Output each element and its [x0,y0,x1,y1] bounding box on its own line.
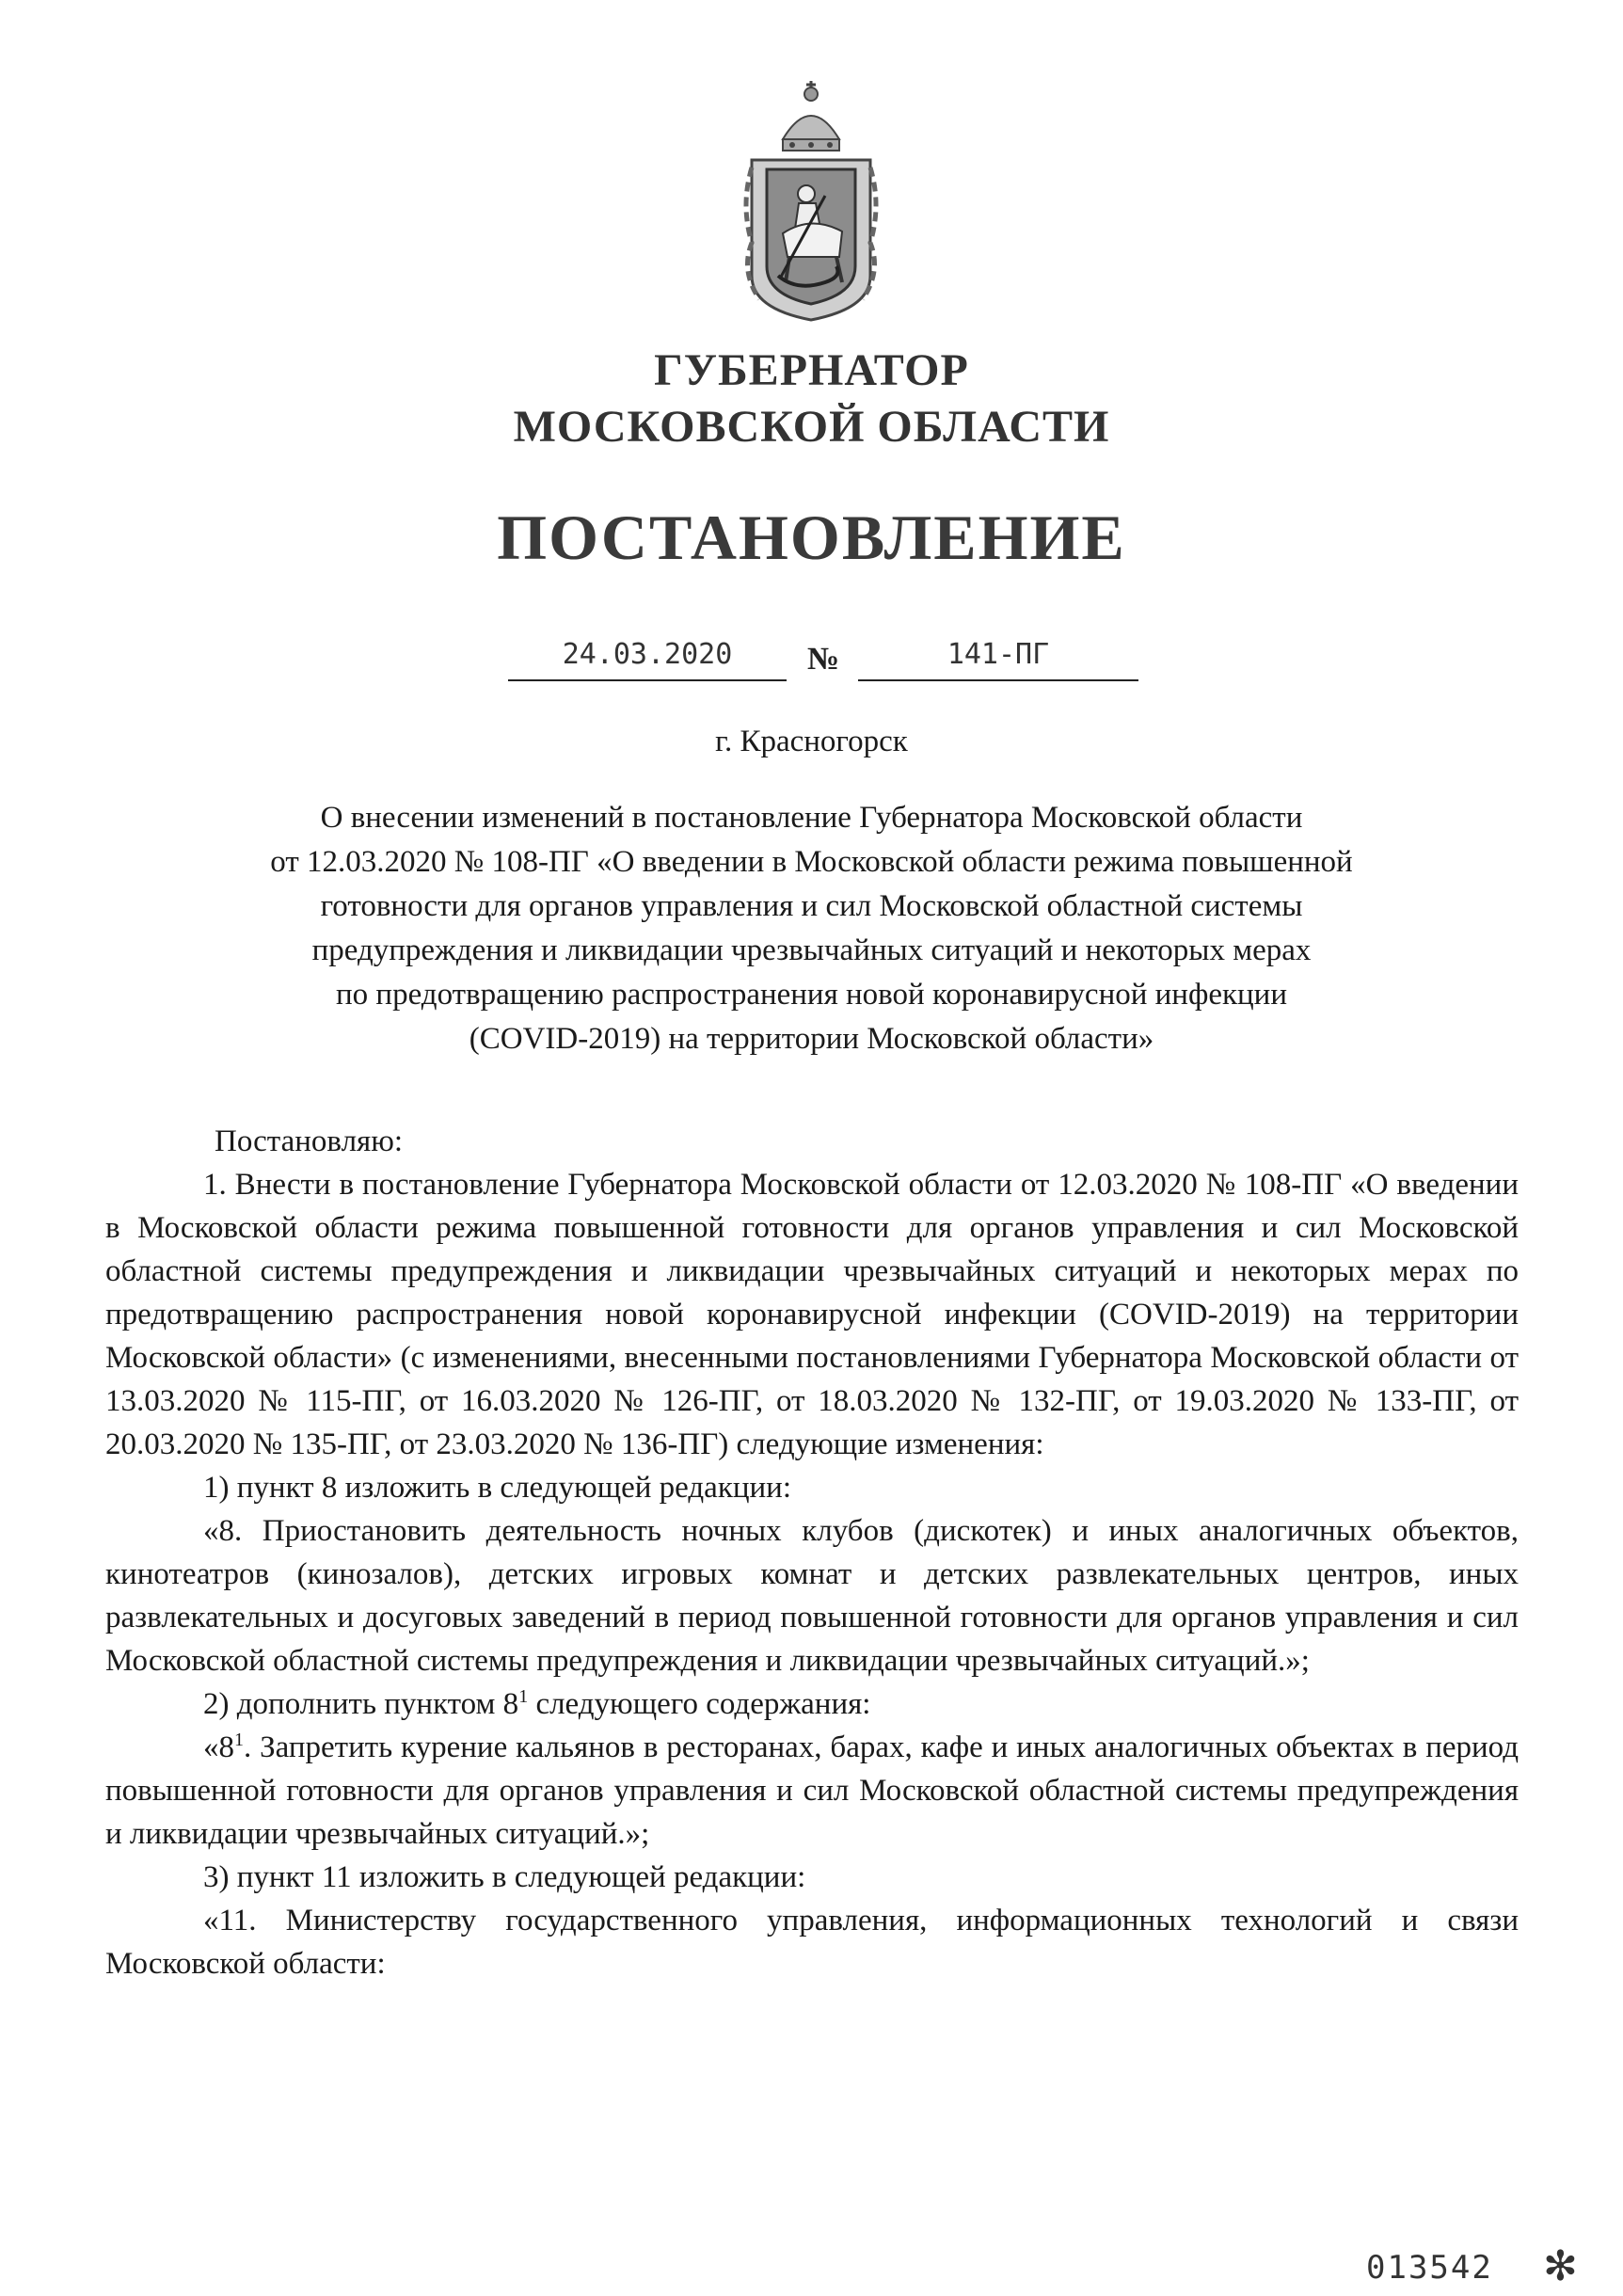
body-paragraph: 3) пункт 11 изложить в следующей редакции: [203,1860,806,1894]
document-type-heading: ПОСТАНОВЛЕНИЕ [497,502,1126,573]
body-paragraph: «11. Министерству государственного управления, информационных технологий и связи Московской области: [105,1904,1519,1981]
text-fragment: следующего содержания: [528,1687,871,1721]
text-fragment: . Запретить курение кальянов в ресторанах, барах, кафе и иных аналогичных объектах в период повышенной готовности для органов управления и сил Московской областной системы предупреждения и ликвидации чрезвычайных ситуаций.»; [105,1730,1519,1851]
text-fragment: «8 [203,1730,234,1764]
title-line: готовности для органов управления и сил Московской областной системы [320,889,1303,923]
issue-city: г. Красногорск [715,725,908,758]
asterisk-mark-icon: ✻ [1543,2243,1578,2289]
document-body [105,1120,1519,1985]
title-line: (COVID-2019) на территории Московской области» [469,1022,1154,1056]
issuer-title-line1: ГУБЕРНАТОР [654,345,969,395]
document-subject-title [141,796,1482,1061]
title-line: по предотвращению распространения новой коронавирусной инфекции [336,978,1287,1012]
title-line: от 12.03.2020 № 108-ПГ «О введении в Московской области режима повышенной [270,845,1353,879]
superscript: 1 [518,1686,529,1707]
body-paragraph [105,1682,1519,1726]
number-sign: № [807,642,840,677]
title-line: предупреждения и ликвидации чрезвычайных ситуаций и некоторых мерах [311,933,1312,967]
document-date: 24.03.2020 [508,636,787,681]
superscript: 1 [234,1730,244,1750]
document-number: 141-ПГ [858,636,1138,681]
resolution-intro: Постановляю: [215,1124,404,1158]
body-paragraph: 1) пункт 8 изложить в следующей редакции: [203,1471,792,1505]
form-serial-number: 013542 [1366,2249,1493,2287]
moscow-oblast-coat-of-arms-icon [731,73,891,327]
title-line: О внесении изменений в постановление Губернатора Московской области [320,801,1303,835]
body-paragraph: «8. Приостановить деятельность ночных клубов (дискотек) и иных аналогичных объектов, кинотеатров (кинозалов), детских игровых комнат и детских развлекательных центров, иных развлекательных и досуговых заведений в период повышенной готовности для органов управления и сил Московской областной системы предупреждения и ликвидации чрезвычайных ситуаций.»; [105,1514,1519,1678]
text-fragment: 2) дополнить пунктом 8 [203,1687,519,1721]
issuer-title-line2: МОСКОВСКОЙ ОБЛАСТИ [513,402,1110,452]
body-paragraph [105,1726,1519,1856]
body-paragraph: 1. Внести в постановление Губернатора Московской области от 12.03.2020 № 108-ПГ «О введении в Московской области режима повышенной готовности для органов управления и сил Московской областной системы предупреждения и ликвидации чрезвычайных ситуаций и некоторых мерах по предотвращению распространения новой коронавирусной инфекции (COVID-2019) на территории Московской области» (с изменениями, внесенными постановлениями Губернатора Московской области от 13.03.2020 № 115-ПГ, от 16.03.2020 № 126-ПГ, от 18.03.2020 № 132-ПГ, от 19.03.2020 № 133-ПГ, от 20.03.2020 № 135-ПГ, от 23.03.2020 № 136-ПГ) следующие изменения: [105,1168,1519,1461]
date-number-line [508,636,1138,683]
